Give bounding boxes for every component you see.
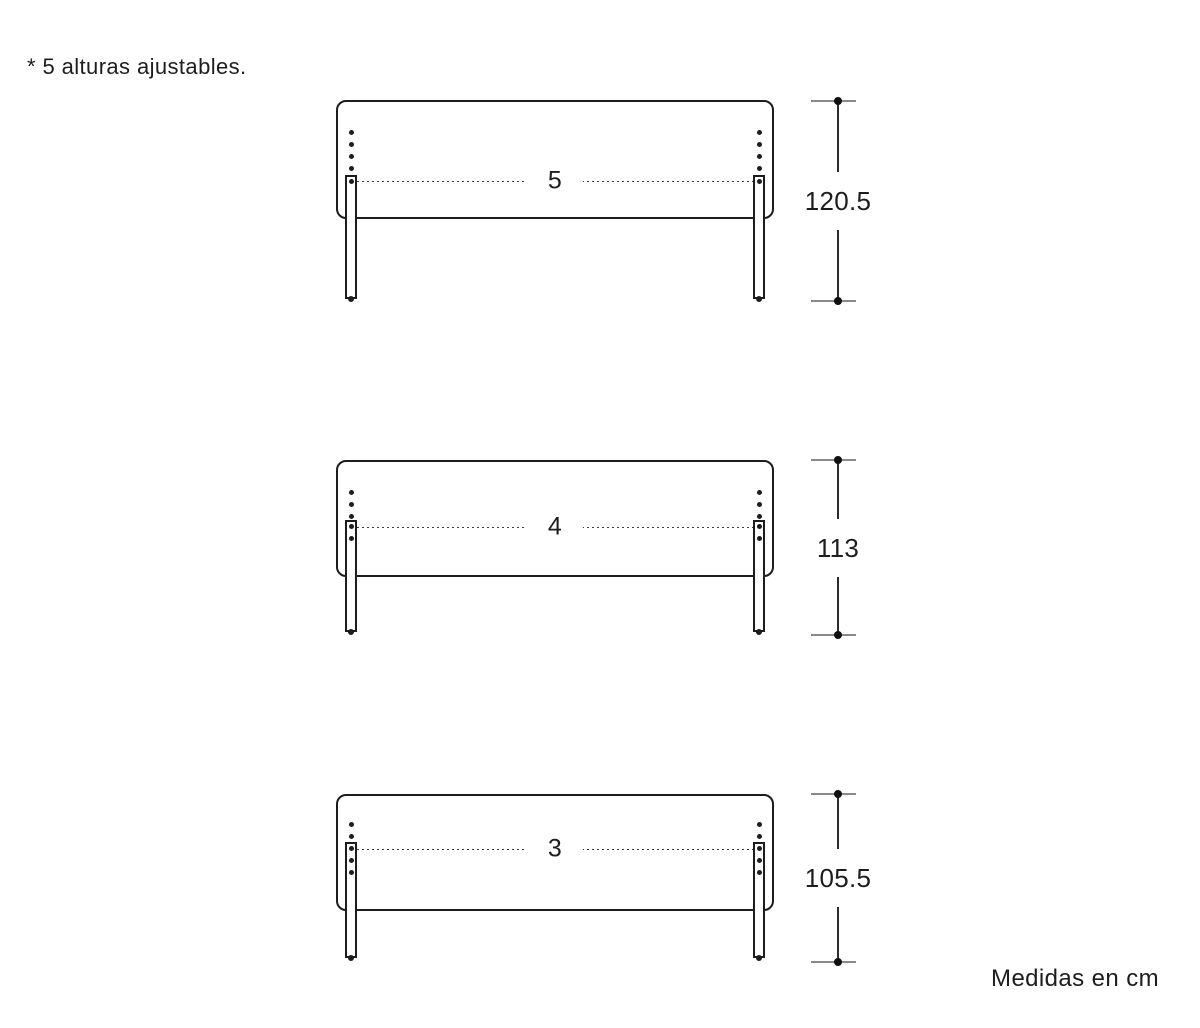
adjustment-hole-dot xyxy=(349,858,354,863)
adjustment-hole-dot xyxy=(757,514,762,519)
adjustment-hole-dot xyxy=(349,822,354,827)
adjustment-hole-dot xyxy=(757,502,762,507)
left-leg xyxy=(345,175,357,299)
adjustment-hole-dot xyxy=(757,524,762,529)
adjustment-hole-dot xyxy=(349,834,354,839)
dimension-bottom-dot xyxy=(834,958,842,966)
left-leg xyxy=(345,520,357,632)
height-value-label: 105.5 xyxy=(800,849,877,907)
adjustment-hole-dot xyxy=(757,870,762,875)
adjustment-hole-dot xyxy=(757,858,762,863)
left-hole-column xyxy=(349,822,354,839)
left-leg-holes xyxy=(347,177,355,184)
height-dimension xyxy=(804,794,872,962)
height-dimension xyxy=(804,101,872,301)
left-hole-column xyxy=(349,130,354,171)
dimension-top-dot xyxy=(834,97,842,105)
adjustment-hole-dot xyxy=(757,822,762,827)
adjustment-hole-dot xyxy=(349,154,354,159)
height-value-label: 113 xyxy=(812,519,864,577)
right-hole-column xyxy=(757,130,762,171)
adjustment-hole-dot xyxy=(349,524,354,529)
dimension-top-dot xyxy=(834,790,842,798)
adjustment-hole-dot xyxy=(757,179,762,184)
adjustment-hole-dot xyxy=(349,514,354,519)
adjustment-hole-dot xyxy=(349,142,354,147)
height-value-label: 120.5 xyxy=(800,172,877,230)
note-adjustable-heights: * 5 alturas ajustables. xyxy=(27,54,247,79)
height-dimension xyxy=(811,460,860,635)
left-hole-column xyxy=(349,490,354,519)
adjustment-hole-dot xyxy=(349,179,354,184)
adjustment-hole-dot xyxy=(349,536,354,541)
position-number-label: 3 xyxy=(527,834,583,865)
dimension-bottom-dot xyxy=(834,631,842,639)
right-leg xyxy=(753,520,765,632)
adjustment-hole-dot xyxy=(757,142,762,147)
adjustment-hole-dot xyxy=(757,846,762,851)
adjustment-hole-dot xyxy=(349,130,354,135)
right-leg-holes xyxy=(755,844,763,875)
position-dotted-line xyxy=(357,512,753,541)
adjustment-hole-dot xyxy=(349,846,354,851)
adjustment-hole-dot xyxy=(757,834,762,839)
dimension-bottom-dot xyxy=(834,297,842,305)
right-leg xyxy=(753,175,765,299)
right-leg xyxy=(753,842,765,958)
adjustment-hole-dot xyxy=(349,502,354,507)
adjustment-hole-dot xyxy=(757,130,762,135)
headboard-outline xyxy=(336,100,774,219)
adjustment-hole-dot xyxy=(757,154,762,159)
right-leg-holes xyxy=(755,522,763,541)
adjustment-hole-dot xyxy=(757,536,762,541)
position-number-label: 5 xyxy=(527,166,583,197)
dimension-top-dot xyxy=(834,456,842,464)
left-leg-holes xyxy=(347,522,355,541)
right-hole-column xyxy=(757,822,762,839)
position-dotted-line xyxy=(357,834,753,863)
left-leg-holes xyxy=(347,844,355,875)
adjustment-hole-dot xyxy=(349,166,354,171)
left-leg xyxy=(345,842,357,958)
adjustment-hole-dot xyxy=(757,166,762,171)
right-leg-holes xyxy=(755,177,763,184)
adjustment-hole-dot xyxy=(349,490,354,495)
right-hole-column xyxy=(757,490,762,519)
adjustment-hole-dot xyxy=(349,870,354,875)
note-units: Medidas en cm xyxy=(991,965,1159,992)
position-dotted-line xyxy=(357,166,753,195)
adjustment-hole-dot xyxy=(757,490,762,495)
position-number-label: 4 xyxy=(527,512,583,543)
